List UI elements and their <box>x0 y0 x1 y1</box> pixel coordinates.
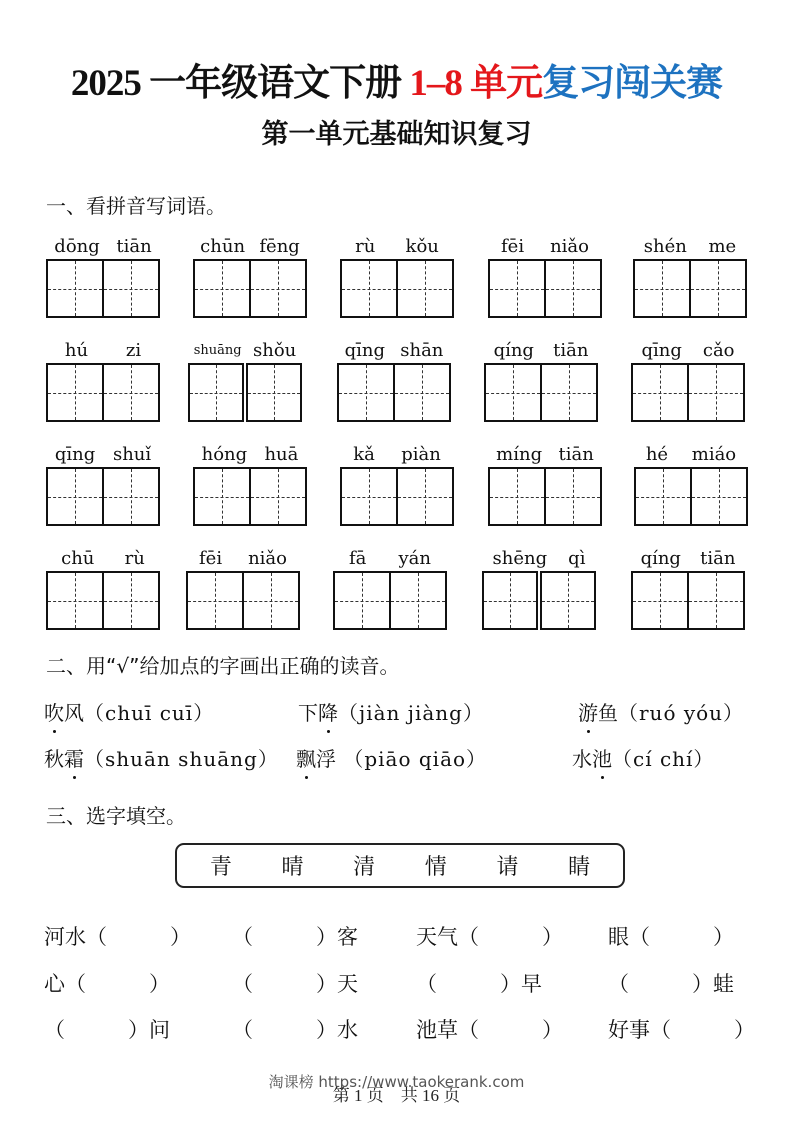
tianzige-box[interactable] <box>691 259 747 318</box>
dotted-character: 游 <box>578 697 598 726</box>
pinyin-syllable: shuǐ <box>112 444 152 465</box>
fill-blank-item[interactable]: 眼（ ） <box>608 925 734 949</box>
tianzige-box[interactable] <box>689 363 745 422</box>
word-item <box>337 339 451 420</box>
pinyin-syllable: miáo <box>691 444 737 465</box>
pinyin-options[interactable]: （ruó yóu） <box>618 701 745 725</box>
pinyin-syllable: fā <box>349 548 367 569</box>
writing-boxes <box>333 571 447 628</box>
pinyin-label <box>186 547 300 571</box>
writing-boxes <box>631 363 745 420</box>
word-item <box>186 547 300 628</box>
choice-character: 请 <box>496 855 519 880</box>
fill-blank-item[interactable]: （ ）客 <box>232 925 358 949</box>
document-title <box>0 52 793 106</box>
tianzige-box[interactable] <box>634 467 692 526</box>
pinyin-options[interactable]: （chuī cuī） <box>84 701 215 725</box>
pinyin-label <box>484 339 598 363</box>
writing-boxes <box>186 571 300 628</box>
pinyin-syllable: qíng <box>493 340 534 361</box>
pinyin-syllable: qíng <box>640 548 681 569</box>
fill-blank-item[interactable]: （ ）天 <box>232 972 358 996</box>
tianzige-box[interactable] <box>104 467 160 526</box>
tianzige-box[interactable] <box>340 467 398 526</box>
fill-blank-item[interactable]: （ ）问 <box>44 1018 170 1042</box>
pinyin-label <box>46 235 160 259</box>
pinyin-syllable: huā <box>264 444 299 465</box>
tianzige-box[interactable] <box>337 363 395 422</box>
tianzige-box[interactable] <box>488 467 546 526</box>
pinyin-syllable: qīng <box>54 444 96 465</box>
writing-boxes <box>488 259 602 316</box>
pinyin-syllable: zi <box>125 340 142 361</box>
fill-blank-item[interactable]: 天气（ ） <box>416 925 563 949</box>
word-item <box>46 235 160 316</box>
pinyin-label <box>631 339 745 363</box>
word-item <box>484 339 598 420</box>
pinyin-label <box>333 547 447 571</box>
reading-item <box>572 743 714 772</box>
pinyin-syllable: fēi <box>199 548 223 569</box>
tianzige-box[interactable] <box>104 259 160 318</box>
fill-blank-item[interactable]: 心（ ） <box>44 972 170 996</box>
reading-item <box>578 697 744 726</box>
writing-boxes <box>46 363 160 420</box>
pinyin-syllable: shān <box>400 340 444 361</box>
tianzige-box[interactable] <box>540 571 596 630</box>
fill-blank-item[interactable]: （ ）蛙 <box>608 972 734 996</box>
fill-blank-item[interactable]: 好事（ ） <box>608 1018 755 1042</box>
pinyin-label <box>634 443 748 467</box>
word-item <box>193 235 307 316</box>
tianzige-box[interactable] <box>542 363 598 422</box>
pinyin-syllable: shén <box>643 236 687 257</box>
choice-character: 情 <box>424 855 447 880</box>
fill-blank-item[interactable]: 河水（ ） <box>44 925 191 949</box>
pinyin-syllable: shuāng <box>193 343 242 358</box>
tianzige-box[interactable] <box>251 259 307 318</box>
writing-boxes <box>482 571 596 628</box>
pinyin-syllable: míng <box>496 444 543 465</box>
word-item <box>340 235 454 316</box>
character: 水 <box>572 747 592 771</box>
tianzige-box[interactable] <box>488 259 546 318</box>
pinyin-label <box>46 443 160 467</box>
tianzige-box[interactable] <box>186 571 244 630</box>
fill-blank-item[interactable]: 池草（ ） <box>416 1018 563 1042</box>
writing-boxes <box>46 259 160 316</box>
tianzige-box[interactable] <box>244 571 300 630</box>
tianzige-box[interactable] <box>631 571 689 630</box>
pinyin-label <box>193 443 307 467</box>
tianzige-box[interactable] <box>391 571 447 630</box>
tianzige-box[interactable] <box>46 467 104 526</box>
word-item <box>488 443 602 524</box>
pinyin-syllable: tiān <box>116 236 152 257</box>
word-item <box>482 547 596 628</box>
tianzige-box[interactable] <box>188 363 244 422</box>
writing-boxes <box>340 259 454 316</box>
pinyin-syllable: yán <box>398 548 431 569</box>
pinyin-syllable: niǎo <box>550 236 589 257</box>
pinyin-label <box>488 235 602 259</box>
tianzige-box[interactable] <box>193 259 251 318</box>
tianzige-box[interactable] <box>689 571 745 630</box>
title-red: 1–8 单元 <box>409 63 543 104</box>
pinyin-label <box>337 339 451 363</box>
tianzige-box[interactable] <box>251 467 307 526</box>
pinyin-syllable: chūn <box>200 236 246 257</box>
choice-character: 青 <box>209 855 232 880</box>
writing-boxes <box>484 363 598 420</box>
word-item <box>631 339 745 420</box>
dotted-character: 降 <box>318 697 338 726</box>
pinyin-syllable: tiān <box>553 340 589 361</box>
word-item <box>193 443 307 524</box>
dotted-character: 池 <box>592 743 612 772</box>
pinyin-label <box>340 235 454 259</box>
tianzige-box[interactable] <box>395 363 451 422</box>
word-item <box>46 339 160 420</box>
tianzige-box[interactable] <box>484 363 542 422</box>
pinyin-syllable: piàn <box>401 444 441 465</box>
character: 下 <box>298 701 318 725</box>
dotted-character: 吹 <box>44 697 64 726</box>
pinyin-syllable: qīng <box>344 340 386 361</box>
reading-item <box>44 697 214 726</box>
pinyin-syllable: hú <box>64 340 89 361</box>
tianzige-box[interactable] <box>46 363 104 422</box>
tianzige-box[interactable] <box>46 571 104 630</box>
pinyin-syllable: dōng <box>54 236 100 257</box>
pinyin-options[interactable]: （jiàn jiàng） <box>338 701 484 725</box>
pinyin-syllable: hé <box>645 444 669 465</box>
writing-boxes <box>46 467 160 524</box>
pinyin-label <box>46 547 160 571</box>
pinyin-syllable: shēng <box>492 548 548 569</box>
pinyin-options[interactable]: （cí chí） <box>612 747 715 771</box>
pinyin-syllable: niǎo <box>248 548 287 569</box>
fill-blank-item[interactable]: （ ）早 <box>416 972 542 996</box>
writing-boxes <box>193 467 307 524</box>
writing-boxes <box>46 571 160 628</box>
tianzige-box[interactable] <box>46 259 104 318</box>
pinyin-syllable: rù <box>124 548 145 569</box>
pinyin-label <box>633 235 747 259</box>
dotted-character: 飘 <box>296 743 316 772</box>
pinyin-syllable: qīng <box>641 340 682 361</box>
pinyin-syllable: fēng <box>259 236 300 257</box>
choice-character: 晴 <box>281 855 304 880</box>
writing-boxes <box>634 467 748 524</box>
pinyin-syllable: rù <box>355 236 376 257</box>
tianzige-box[interactable] <box>482 571 538 630</box>
pinyin-label <box>46 339 160 363</box>
fill-blank-item[interactable]: （ ）水 <box>232 1018 358 1042</box>
tianzige-box[interactable] <box>340 259 398 318</box>
tianzige-box[interactable] <box>193 467 251 526</box>
tianzige-box[interactable] <box>398 259 454 318</box>
pinyin-label <box>188 339 302 363</box>
choice-character: 睛 <box>568 855 591 880</box>
word-item <box>188 339 302 420</box>
writing-boxes <box>188 363 302 420</box>
character: 浮 <box>316 747 336 771</box>
character-choice-box <box>175 843 625 888</box>
pinyin-label <box>340 443 454 467</box>
character: 风 <box>64 701 84 725</box>
pinyin-label <box>631 547 745 571</box>
pinyin-syllable: kǒu <box>405 236 439 257</box>
dotted-character: 霜 <box>64 743 84 772</box>
pinyin-label <box>193 235 307 259</box>
reading-item <box>298 697 484 726</box>
word-item <box>333 547 447 628</box>
pinyin-options[interactable]: （piāo qiāo） <box>336 747 488 771</box>
section3-heading: 三、选字填空。 <box>46 804 186 828</box>
writing-boxes <box>193 259 307 316</box>
word-item <box>631 547 745 628</box>
pinyin-syllable: shǒu <box>253 340 297 361</box>
writing-boxes <box>633 259 747 316</box>
tianzige-box[interactable] <box>333 571 391 630</box>
tianzige-box[interactable] <box>546 467 602 526</box>
writing-boxes <box>488 467 602 524</box>
tianzige-box[interactable] <box>246 363 302 422</box>
word-item <box>46 547 160 628</box>
word-item <box>633 235 747 316</box>
character: 鱼 <box>598 701 618 725</box>
pinyin-label <box>488 443 602 467</box>
word-item <box>46 443 160 524</box>
pinyin-label <box>482 547 596 571</box>
pinyin-syllable: chū <box>61 548 95 569</box>
tianzige-box[interactable] <box>104 363 160 422</box>
title-blue: 复习闯关赛 <box>542 63 723 104</box>
section2-heading: 二、用“√”给加点的字画出正确的读音。 <box>46 654 400 678</box>
section1-heading: 一、看拼音写词语。 <box>46 194 226 218</box>
tianzige-box[interactable] <box>104 571 160 630</box>
pinyin-syllable: cǎo <box>702 340 735 361</box>
pinyin-syllable: tiān <box>700 548 736 569</box>
title-black: 2025 一年级语文下册 <box>70 63 410 104</box>
writing-boxes <box>337 363 451 420</box>
tianzige-box[interactable] <box>633 259 691 318</box>
pinyin-syllable: kǎ <box>353 444 375 465</box>
character: 秋 <box>44 747 64 771</box>
reading-item <box>296 743 487 772</box>
tianzige-box[interactable] <box>546 259 602 318</box>
pinyin-syllable: fēi <box>501 236 525 257</box>
pinyin-syllable: tiān <box>558 444 594 465</box>
pinyin-syllable: qì <box>568 548 586 569</box>
choice-character: 清 <box>353 855 376 880</box>
word-item <box>488 235 602 316</box>
writing-boxes <box>631 571 745 628</box>
tianzige-box[interactable] <box>398 467 454 526</box>
pinyin-syllable: me <box>708 236 737 257</box>
word-item <box>340 443 454 524</box>
pinyin-options[interactable]: （shuān shuāng） <box>84 747 279 771</box>
pinyin-syllable: hóng <box>201 444 248 465</box>
writing-boxes <box>340 467 454 524</box>
tianzige-box[interactable] <box>692 467 748 526</box>
page-number: 第 1 页 共 16 页 <box>332 1086 461 1105</box>
word-item <box>634 443 748 524</box>
document-subtitle: 第一单元基础知识复习 <box>261 119 532 149</box>
tianzige-box[interactable] <box>631 363 689 422</box>
reading-item <box>44 743 279 772</box>
watermark: 淘课榜 https://www.taokerank.com <box>268 1073 525 1091</box>
